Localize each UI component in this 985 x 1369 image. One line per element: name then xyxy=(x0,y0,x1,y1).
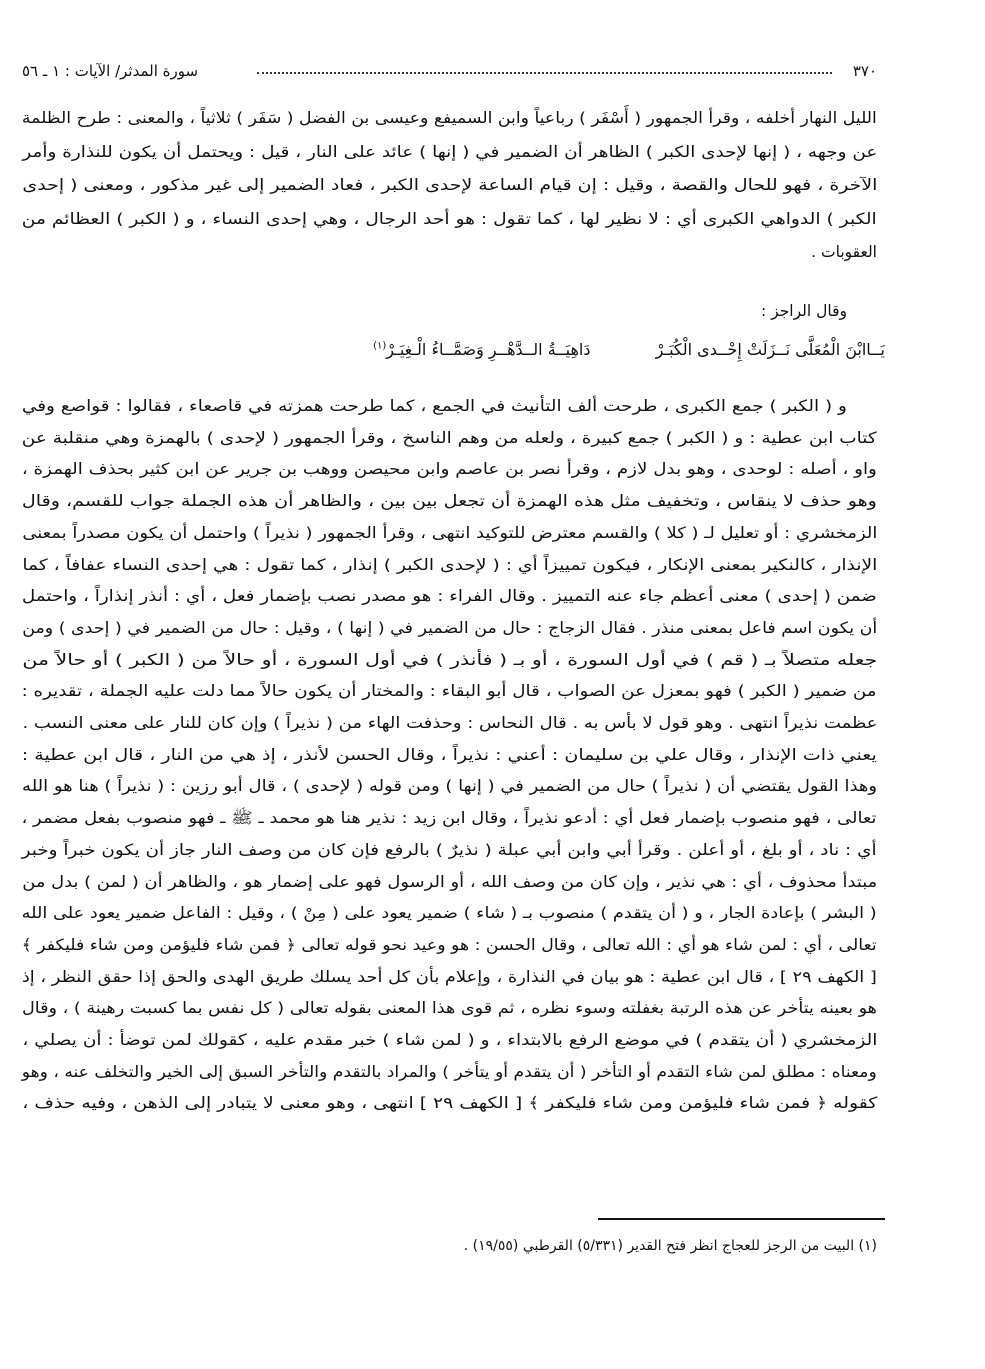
line-text: أن يكون اسم فاعل بمعنى منذر . فقال الزجاج : حال من الضمير في ( إنها ) ، وقيل : حال من الضمير في ( إحدى ) ومن xyxy=(22,618,877,637)
line-text: واو ، أصله : لوحدى ، وهو بدل لازم ، وقرأ نصر بن عاصم وابن محيصن ووهب بن جرير عن ابن كثير بحذف الهمزة ، xyxy=(22,460,877,479)
line-text: ( البشر ) بإعادة الجار ، و ( أن يتقدم ) منصوب بـ ( شاء ) ضمير يعود على ( مِنْ ) ، وقيل : الفاعل ضمير يعود على الله xyxy=(22,904,877,923)
line-text: تعالى ، أي : لمن شاء هو أي : الله تعالى ، وقال الحسن : هو وعيد نحو قوله تعالى ﴿ فمن شاء فليؤمن ومن شاء فليكفر ﴾ xyxy=(22,935,877,954)
poet-intro-text: وقال الراجز : xyxy=(761,302,847,320)
line-text: ومعناه : مطلق لمن شاء التقدم أو التأخر ( أن يتقدم أو يتأخر ) والمراد بالتقدم والتأخر السبق إلى الخير والتخلف عنه ، وهو xyxy=(22,1062,877,1081)
line-text: جعله متصلاً بـ ( قم ) في أول السورة ، أو بـ ( فأنذر ) في أول السورة ، أو حالاً من ( الكبر ) أو حالاً من xyxy=(22,650,877,669)
line-text: كتاب ابن عطية : و ( الكبر ) جمع كبيرة ، ولعله من وهم الناسخ ، وقرأ الجمهور ( لإحدى ) بالهمزة وهي منقلبة عن xyxy=(22,428,877,447)
header-dot-leader xyxy=(257,72,832,74)
line-text: الكبر ) الدواهي الكبرى أي : لا نظير لها ، كما تقول : هو أحد الرجال ، وهي إحدى النساء ، و ( الكبر ) العظائم من xyxy=(22,209,877,228)
text-line xyxy=(22,835,877,865)
line-text: ضمن ( إحدى ) معنى أعظم جاء عنه التمييز . وقال الفراء : هو مصدر نصب بإضمار فعل ، أي : أنذر إنذاراً ، واحتمل xyxy=(22,587,877,606)
text-line xyxy=(22,486,877,516)
text-line xyxy=(22,645,877,675)
text-line xyxy=(22,708,877,738)
line-text: الزمخشري ( أن يتقدم ) في موضع الرفع بالابتداء ، و ( لمن شاء ) خبر مقدم عليه ، كقولك لمن توضأ : أن يصلي ، xyxy=(22,1031,877,1049)
text-line xyxy=(22,237,877,267)
line-text: وهذا القول يقتضي أن ( نذيراً ) حال من الضمير في ( إنها ) ومن قوله ( لإحدى ) ، قال أبو رزين : ( نذيراً ) هنا هو الله xyxy=(21,777,877,796)
line-text: عظمت نذيراً انتهى . وهو قول لا بأس به . قال النحاس : وحذفت الهاء من ( نذيراً ) وإن كان للنار على معنى النسب . xyxy=(22,714,877,732)
text-line xyxy=(22,803,877,833)
line-text: كقوله ﴿ فمن شاء فليؤمن ومن شاء فليكفر ﴾ [ الكهف ٢٩ ] انتهى ، وهو معنى لا يتبادر إلى الذهن ، وفيه حذف ، xyxy=(22,1094,877,1113)
text-line xyxy=(22,771,877,801)
footnote-rule xyxy=(598,1218,885,1220)
text-line xyxy=(22,391,877,421)
text-line xyxy=(22,740,877,770)
verse xyxy=(373,340,885,359)
poet-intro xyxy=(22,296,877,326)
section-title: سورة المدثر/ الآيات : ١ ـ ٥٦ xyxy=(22,62,199,80)
text-line xyxy=(22,993,877,1023)
text-line xyxy=(22,170,877,200)
line-text: وهو حذف لا ينقاس ، وتخفيف مثل هذه الهمزة أن تجعل بين بين ، والظاهر أن هذه الجملة جواب للقسم، وقال xyxy=(22,492,877,511)
line-text: الليل النهار أخلفه ، وقرأ الجمهور ( أَسْفَر ) رباعياً وابن السميفع وعيسى بن الفضل ( سَفَر ) ثلاثياً ، والمعنى : طرح الظلمة xyxy=(22,109,877,127)
verse-hemistich-1: يَــاابْنَ الْمُعَلَّى نَــزَلَتْ إِحْــدى الْكُبَـرْ xyxy=(655,340,885,359)
line-text: العقوبات . xyxy=(811,243,877,261)
text-line xyxy=(22,103,877,133)
text-line xyxy=(22,867,877,897)
line-text: تعالى ، فهو منصوب بإضمار فعل أي : أدعو نذيراً ، وقال ابن زيد : نذير هنا هو محمد ـ ﷺ ـ فهو منصوب بفعل مضمر ، xyxy=(21,809,877,828)
page-number: ٣٧٠ xyxy=(852,62,877,80)
running-header xyxy=(22,62,877,86)
text-line xyxy=(22,550,877,580)
line-text: عن وجهه ، ( إنها لإحدى الكبر ) الظاهر أن الضمير في ( إنها ) عائد على النار ، قيل : ويحتمل أن يكون للنذارة وأمر xyxy=(22,142,877,161)
line-text: و ( الكبر ) جمع الكبرى ، طرحت ألف التأنيث في الجمع ، كما طرحت همزته في قاصعاء ، فقالوا : قواصع وفي xyxy=(22,397,847,415)
text-line xyxy=(22,518,877,548)
text-line xyxy=(22,1088,877,1118)
text-line xyxy=(22,204,877,234)
line-text: [ الكهف ٢٩ ] ، قال ابن عطية : هو بيان في النذارة ، وإعلام بأن كل أحد يسلك طريق الهدى والحق إذا حقق النظر ، إذ xyxy=(22,967,877,986)
line-text: أي : ناد ، أو بلغ ، أو أعلن . وقرأ أبي وابن أبي عبلة ( نذيرٌ ) بالرفع فإن كان من وصف النار جاز أن يكون خبراً وخبر xyxy=(22,840,877,859)
footnote-ref: (١) xyxy=(373,340,387,352)
text-line xyxy=(22,930,877,960)
text-line xyxy=(22,898,877,928)
text-line xyxy=(22,1025,877,1055)
text-line xyxy=(22,454,877,484)
text-line xyxy=(22,423,877,453)
line-text: مبتدأ محذوف ، أي : هي نذير ، وإن كان من وصف الله ، أو الرسول فهو على إضمار هو ، والظاهر أن ( لمن ) بدل من xyxy=(21,872,877,891)
line-text: الآخرة ، فهو للحال والقصة ، وقيل : إن قيام الساعة لإحدى الكبر ، فعاد الضمير إلى غير مذكور ، ومعنى ( إحدى xyxy=(22,176,877,194)
line-text: الزمخشري : أو تعليل لـ ( كلا ) والقسم معترض للتوكيد انتهى ، وقرأ الجمهور ( نذيراً ) واحتمل أن يكون مصدراً بمعنى xyxy=(22,523,877,542)
text-line xyxy=(22,676,877,706)
line-text: من ضمير ( الكبر ) فهو بمعزل عن الصواب ، قال أبو البقاء : والمختار أن يكون حالاً مما دلت عليه الجملة ، تقديره : xyxy=(22,682,877,701)
text-line xyxy=(22,581,877,611)
verse-hemistich-2: دَاهِيَــةُ الــدَّهْــرِ وَصَمَّــاءُ الْـغِيَـرْ xyxy=(386,340,591,359)
line-text: هو بعينه يتأخر عن هذه الرتبة بغفلته وسوء نظره ، ثم قوى هذا المعنى بقوله تعالى ( كل نفس بما كسبت رهينة ) ، وقال xyxy=(22,999,877,1018)
text-line xyxy=(22,962,877,992)
text-line xyxy=(22,613,877,643)
footnote: (١) البيت من الرجز للعجاج انظر فتح القدير (٥/٣٣١) القرطبي (١٩/٥٥) . xyxy=(463,1238,877,1254)
text-line xyxy=(22,137,877,167)
line-text: يعني ذات الإنذار ، وقال علي بن سليمان : أعني : نذيراً ، وقال الحسن لأنذر ، إذ هي من النار ، قال ابن عطية : xyxy=(22,745,877,764)
text-line xyxy=(22,1057,877,1087)
line-text: الإنذار ، كالنكير بمعنى الإنكار ، فيكون تمييزاً أي : ( لإحدى الكبر ) إنذار ، كما تقول : هي إحدى النساء عفافاً ، كما xyxy=(22,555,877,574)
